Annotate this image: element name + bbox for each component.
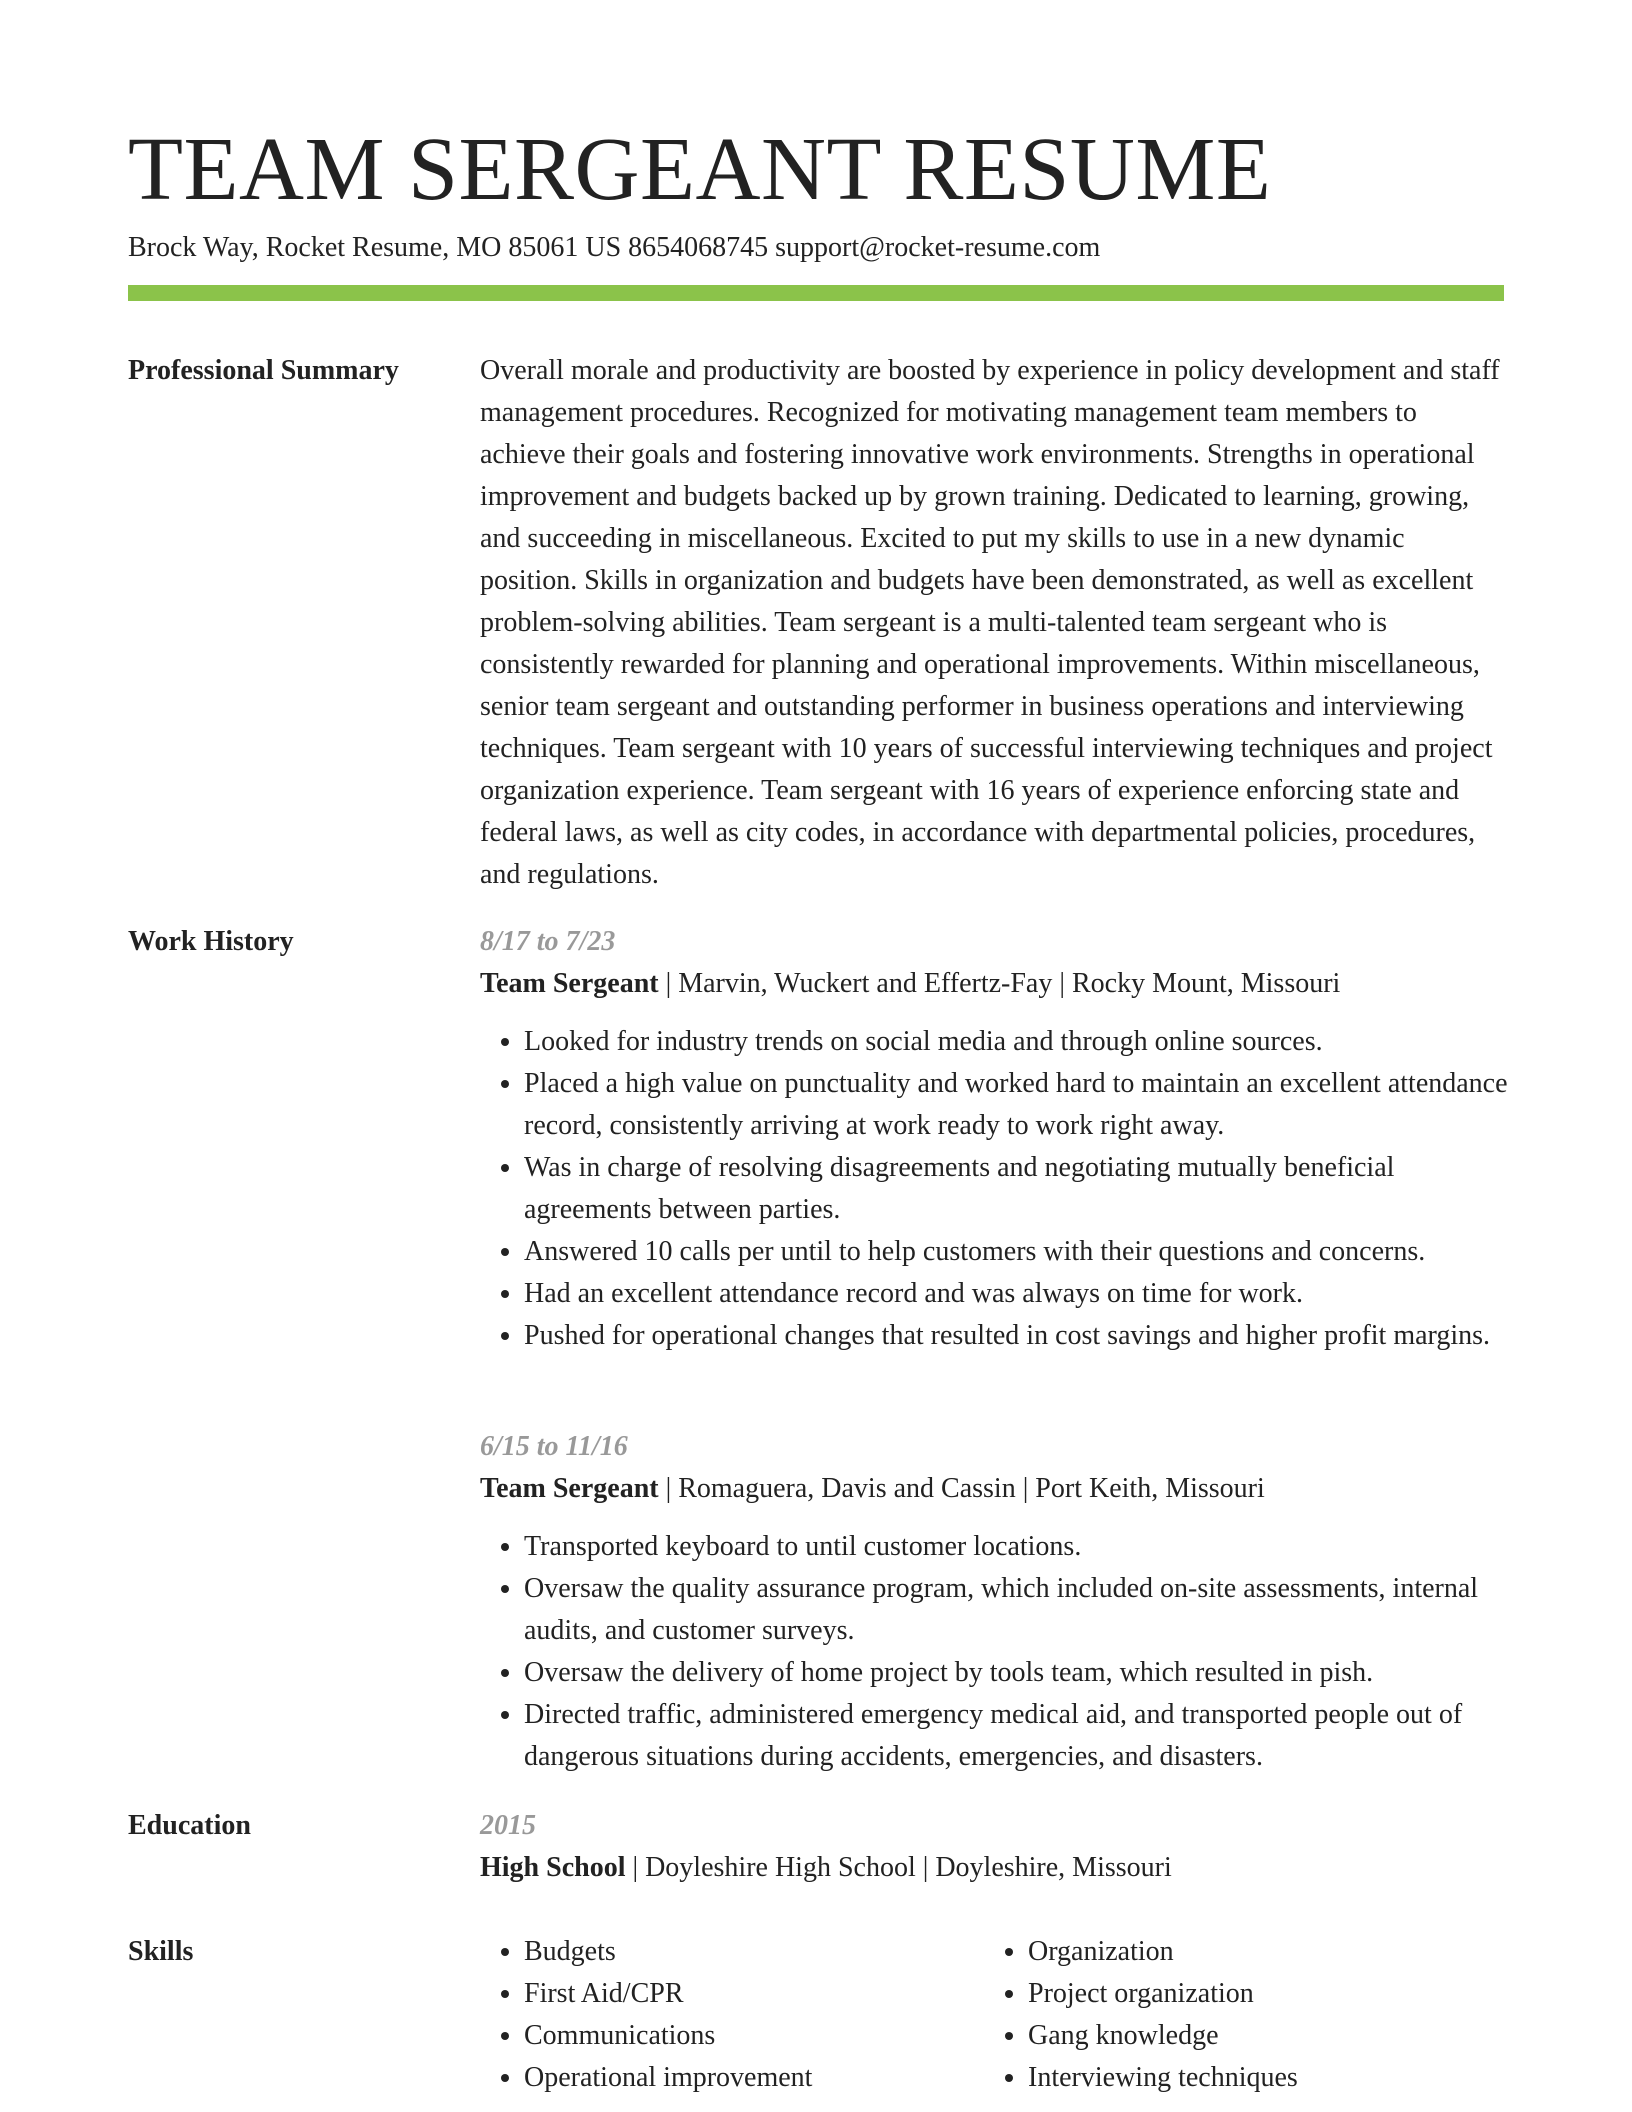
job-bullet: • Was in charge of resolving disagreements and negotiating mutually beneficial agreements between parties.	[524, 1147, 1508, 1231]
skill-item: • Organization	[1028, 1931, 1488, 1973]
contact-info: Brock Way, Rocket Resume, MO 85061 US 8654068745 support@rocket-resume.com	[128, 232, 1101, 263]
job-bullet: • Oversaw the delivery of home project by tools team, which resulted in pish.	[524, 1652, 1508, 1694]
summary-heading: Professional Summary	[128, 355, 399, 386]
skill-item: • First Aid/CPR	[524, 1973, 984, 2015]
job-title: Team Sergeant	[480, 968, 659, 999]
job-entry	[480, 921, 1508, 1357]
education-entry	[480, 1805, 1508, 1889]
skills-column-right	[984, 1931, 1488, 2099]
education-degree: High School	[480, 1852, 626, 1883]
skill-item: • Project organization	[1028, 1973, 1488, 2015]
education-details: | Doyleshire High School | Doyleshire, Missouri	[625, 1852, 1172, 1883]
education-line	[480, 1847, 1508, 1889]
job-bullets	[480, 1021, 1508, 1357]
education-heading: Education	[128, 1810, 251, 1841]
summary-text: Overall morale and productivity are boosted by experience in policy development and staff management procedures. Recognized for motivating management team members to achieve their goals and fostering innovative work environments. Strengths in operational improvement and budgets backed up by grown training. Dedicated to learning, growing, and succeeding in miscellaneous. Excited to put my skills to use in a new dynamic position. Skills in organization and budgets have been demonstrated, as well as excellent problem-solving abilities. Team sergeant is a multi-talented team sergeant who is consistently rewarded for planning and operational improvements. Within miscellaneous, senior team sergeant and outstanding performer in business operations and interviewing techniques. Team sergeant with 10 years of successful interviewing techniques and project organization experience. Team sergeant with 16 years of experience enforcing state and federal laws, as well as city codes, in accordance with departmental policies, procedures, and regulations.	[480, 355, 1500, 890]
job-bullet: • Oversaw the quality assurance program, which included on-site assessments, internal audits, and customer surveys.	[524, 1568, 1508, 1652]
education-year: 2015	[480, 1810, 536, 1841]
job-title-line	[480, 1468, 1508, 1510]
summary-section	[480, 350, 1508, 896]
skill-item: • Interviewing techniques	[1028, 2057, 1488, 2099]
skills-list	[480, 1931, 1508, 2099]
resume-title: TEAM SERGEANT RESUME	[128, 120, 1272, 219]
job-bullet: • Had an excellent attendance record and was always on time for work.	[524, 1273, 1508, 1315]
job-bullet: • Directed traffic, administered emergency medical aid, and transported people out of dangerous situations during accidents, emergencies, and disasters.	[524, 1694, 1508, 1778]
skill-item: • Gang knowledge	[1028, 2015, 1488, 2057]
header-divider	[128, 285, 1504, 301]
skill-item: • Communications	[524, 2015, 984, 2057]
job-bullet: • Transported keyboard to until customer locations.	[524, 1526, 1508, 1568]
job-title: Team Sergeant	[480, 1473, 659, 1504]
job-details: | Romaguera, Davis and Cassin | Port Keith, Missouri	[658, 1473, 1265, 1504]
job-title-line	[480, 963, 1508, 1005]
job-bullet: • Pushed for operational changes that resulted in cost savings and higher profit margins.	[524, 1315, 1508, 1357]
job-bullet: • Looked for industry trends on social media and through online sources.	[524, 1021, 1508, 1063]
skill-item: • Budgets	[524, 1931, 984, 1973]
skills-column-left	[480, 1931, 984, 2099]
job-bullets	[480, 1526, 1508, 1778]
job-entry	[480, 1426, 1508, 1778]
job-bullet: • Placed a high value on punctuality and worked hard to maintain an excellent attendance record, consistently arriving at work ready to work right away.	[524, 1063, 1508, 1147]
skills-heading: Skills	[128, 1936, 194, 1967]
job-dates: 6/15 to 11/16	[480, 1431, 628, 1462]
job-dates: 8/17 to 7/23	[480, 926, 616, 957]
job-bullet: • Answered 10 calls per until to help customers with their questions and concerns.	[524, 1231, 1508, 1273]
work-history-heading: Work History	[128, 926, 294, 957]
job-details: | Marvin, Wuckert and Effertz-Fay | Rocky Mount, Missouri	[658, 968, 1341, 999]
skill-item: • Operational improvement	[524, 2057, 984, 2099]
